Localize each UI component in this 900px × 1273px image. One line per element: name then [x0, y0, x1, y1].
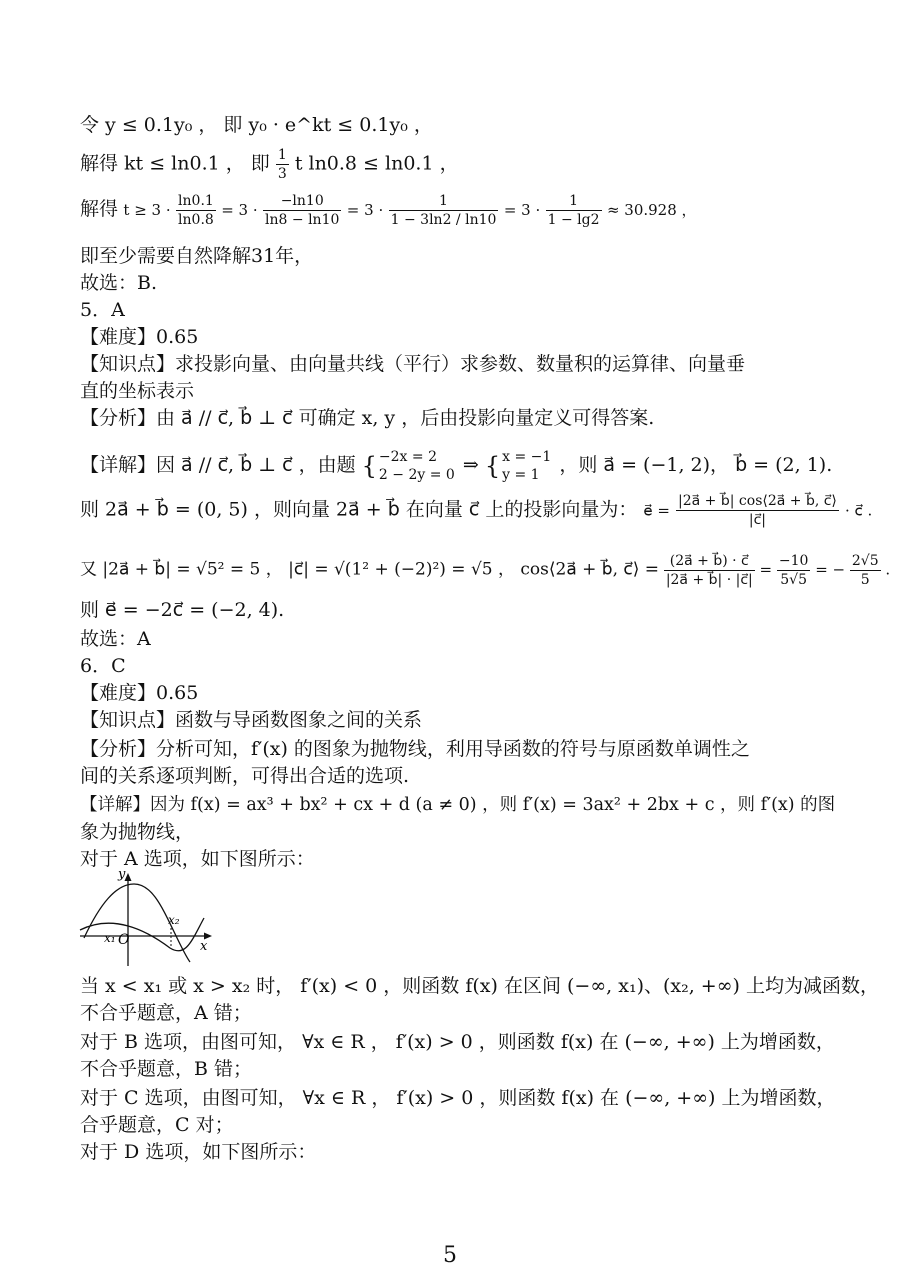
text-line: 当 x < x₁ 或 x > x₂ 时， f′(x) < 0 ，则函数 f(x) 在区间 (−∞, x₁)、(x₂, +∞) 上均为减函数，	[80, 975, 880, 997]
brace: {	[484, 452, 501, 480]
fraction-denominator: 3	[277, 166, 287, 182]
text-line	[80, 192, 820, 229]
fraction	[850, 552, 881, 589]
fraction	[664, 552, 755, 589]
text-line: 对于 B 选项，由图可知， ∀x ∈ R ， f′(x) > 0 ，则函数 f(x) 在 (−∞, +∞) 上为增函数，	[80, 1031, 835, 1053]
text-line: 对于 D 选项，如下图所示：	[80, 1141, 317, 1163]
curve-parabola	[80, 918, 204, 951]
system-equation: −2x = 2	[378, 449, 437, 465]
fraction-numerator: (2a⃗ + b⃗) · c⃗	[664, 552, 755, 571]
text-line: 合乎题意，C 对；	[80, 1114, 234, 1136]
fraction	[676, 492, 839, 529]
math-span: =	[759, 560, 773, 579]
text-span: ⇒	[462, 454, 479, 476]
text-line: 不合乎题意，B 错；	[80, 1058, 253, 1080]
derivative-graph-a	[78, 866, 218, 970]
fraction-numerator: 2√5	[851, 553, 879, 569]
fraction	[276, 146, 289, 183]
fraction-denominator: |c⃗|	[748, 512, 767, 528]
text-line: 【分析】分析可知，f′(x) 的图象为抛物线，利用导函数的符号与原函数单调性之	[80, 738, 750, 760]
x1-label: x₁	[104, 931, 116, 945]
math-span: .	[885, 560, 891, 579]
page-number: 5	[443, 1243, 457, 1268]
fraction-denominator: ln0.8	[178, 212, 214, 228]
text-line: 直的坐标表示	[80, 380, 195, 402]
text-line: 6．C	[80, 655, 126, 677]
math-span: = 3 ·	[503, 201, 541, 219]
text-line	[80, 146, 820, 183]
fraction-numerator: −10	[778, 553, 809, 569]
text-line: 【知识点】函数与导函数图象之间的关系	[80, 709, 423, 731]
text-span: 【详解】因 a⃗ // c⃗, b⃗ ⊥ c⃗ ，由题	[80, 454, 356, 476]
math-span: = −	[815, 560, 846, 579]
text-line: 不合乎题意，A 错；	[80, 1002, 252, 1024]
text-line: 则 e⃗ = −2c⃗ = (−2, 4).	[80, 599, 285, 621]
math-span: = 3 ·	[346, 201, 384, 219]
text-line	[80, 492, 873, 529]
system-equation: y = 1	[502, 467, 540, 483]
text-line: 【详解】因为 f(x) = ax³ + bx² + cx + d (a ≠ 0) ，则 f′(x) = 3ax² + 2bx + c ，则 f′(x) 的图	[80, 795, 836, 815]
fraction-denominator: |2a⃗ + b⃗| · |c⃗|	[665, 572, 753, 588]
text-line: 【难度】0.65	[80, 682, 199, 704]
text-line: 5．A	[80, 299, 125, 321]
fraction	[263, 192, 341, 229]
text-line: 对于 C 选项，由图可知， ∀x ∈ R ， f′(x) > 0 ，则函数 f(x) 在 (−∞, +∞) 上为增函数，	[80, 1087, 836, 1109]
fraction-numerator: 1	[389, 192, 499, 211]
text-span: ，则 a⃗ = (−1, 2)， b⃗ = (2, 1).	[559, 454, 833, 476]
x2-label: x₂	[168, 913, 180, 927]
fraction	[777, 552, 811, 589]
text-span: 则 2a⃗ + b⃗ = (0, 5) ，则向量 2a⃗ + b⃗ 在向量 c⃗ 上的投影向量为：	[80, 498, 638, 521]
fraction-denominator: 1 − 3ln2 / ln10	[390, 212, 497, 228]
text-span: 解得 kt ≤ ln0.1 ， 即	[80, 152, 270, 175]
text-line: 【难度】0.65	[80, 326, 199, 348]
y-axis-arrow	[125, 873, 132, 881]
x-axis-label: x	[200, 939, 208, 954]
system-equation: 2 − 2y = 0	[378, 467, 455, 483]
fraction-denominator: ln8 − ln10	[265, 212, 340, 228]
text-line: 故选：B.	[80, 272, 158, 294]
fraction	[389, 192, 499, 229]
fraction-numerator: ln0.1	[178, 193, 214, 209]
fraction-numerator: −ln10	[263, 192, 341, 211]
math-span: t ≥ 3 ·	[123, 201, 171, 219]
text-line: 间的关系逐项判断，可得出合适的选项.	[80, 765, 410, 787]
fraction-denominator: 5	[860, 572, 870, 588]
text-line: 象为抛物线，	[80, 821, 195, 843]
origin-label: O	[118, 932, 130, 948]
fraction	[176, 192, 216, 229]
text-line: 令 y ≤ 0.1y₀ ， 即 y₀ · e^kt ≤ 0.1y₀ ，	[80, 114, 433, 136]
brace: {	[361, 452, 377, 480]
y-axis-label: y	[118, 867, 126, 882]
text-line	[80, 444, 833, 488]
fraction-denominator: 5√5	[780, 572, 808, 588]
text-span: 又 |2a⃗ + b⃗| = √5² = 5 ， |c⃗| = √(1² + (−2)²) = √5 ， cos⟨2a⃗ + b⃗, c⃗⟩ =	[80, 559, 660, 580]
fraction-numerator: 1	[277, 147, 287, 163]
system-equation: x = −1	[502, 449, 552, 465]
fraction-denominator: 1 − lg2	[547, 212, 600, 228]
text-line: 即至少需要自然降解31年，	[80, 245, 314, 267]
math-span: ≈ 30.928 ，	[606, 201, 697, 219]
fraction	[546, 192, 602, 229]
text-line	[80, 552, 891, 589]
math-span: = 3 ·	[221, 201, 258, 219]
text-line: 故选：A	[80, 628, 151, 650]
fraction-numerator: |2a⃗ + b⃗| cos⟨2a⃗ + b⃗, c⃗⟩	[678, 493, 837, 509]
equation-system	[500, 448, 553, 484]
text-span: 解得	[80, 198, 119, 220]
equation-system	[377, 448, 457, 484]
math-span: · c⃗ .	[844, 501, 873, 520]
math-span: e⃗ =	[643, 501, 670, 520]
text-line: 对于 A 选项，如下图所示：	[80, 848, 315, 870]
text-line: 【分析】由 a⃗ // c⃗, b⃗ ⊥ c⃗ 可确定 x, y ，后由投影向量定义可得答案.	[80, 407, 655, 429]
text-line: 【知识点】求投影向量、由向量共线（平行）求参数、数量积的运算律、向量垂	[80, 353, 746, 375]
fraction-numerator: 1	[546, 192, 602, 211]
text-span: t ln0.8 ≤ ln0.1 ，	[294, 152, 459, 175]
